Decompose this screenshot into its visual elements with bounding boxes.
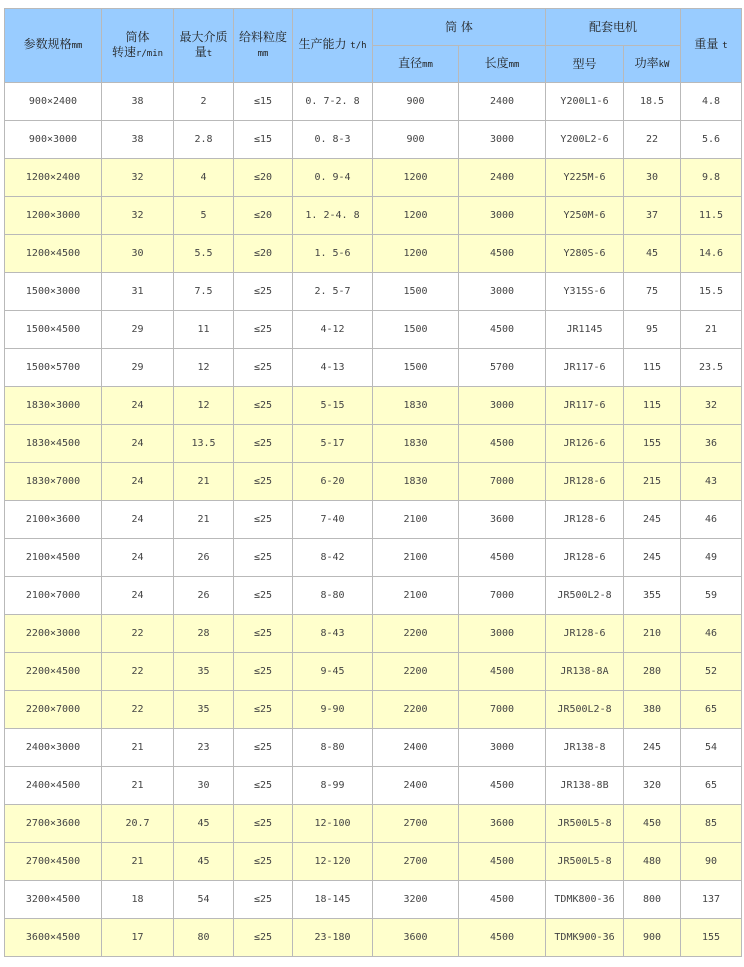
cell-length: 5700 (459, 349, 546, 387)
cell-model: Y315S-6 (546, 273, 624, 311)
table-row (5, 425, 742, 463)
cell-length: 3000 (459, 729, 546, 767)
cell-power: 30 (624, 159, 681, 197)
cell-load: 2.8 (174, 121, 234, 159)
cell-capacity: 8-99 (293, 767, 373, 805)
cell-length: 2400 (459, 159, 546, 197)
cell-feed: ≤25 (234, 729, 293, 767)
cell-diameter: 2200 (373, 615, 459, 653)
cell-length: 7000 (459, 691, 546, 729)
cell-capacity: 12-100 (293, 805, 373, 843)
cell-speed: 24 (102, 387, 174, 425)
cell-speed: 21 (102, 843, 174, 881)
cell-diameter: 2100 (373, 577, 459, 615)
cell-load: 5 (174, 197, 234, 235)
cell-capacity: 8-43 (293, 615, 373, 653)
cell-weight: 90 (681, 843, 742, 881)
cell-spec: 1200×2400 (5, 159, 102, 197)
cell-load: 26 (174, 539, 234, 577)
cell-feed: ≤25 (234, 501, 293, 539)
cell-weight: 5.6 (681, 121, 742, 159)
cell-weight: 32 (681, 387, 742, 425)
cell-load: 7.5 (174, 273, 234, 311)
cell-power: 900 (624, 919, 681, 957)
cell-capacity: 23-180 (293, 919, 373, 957)
cell-load: 26 (174, 577, 234, 615)
cell-weight: 59 (681, 577, 742, 615)
header-feed-unit: mm (257, 48, 269, 59)
cell-load: 28 (174, 615, 234, 653)
cell-load: 4 (174, 159, 234, 197)
cell-spec: 1830×3000 (5, 387, 102, 425)
cell-length: 3600 (459, 501, 546, 539)
header-load (174, 9, 234, 83)
cell-diameter: 1500 (373, 311, 459, 349)
cell-model: JR117-6 (546, 387, 624, 425)
header-weight-unit: t (722, 41, 728, 51)
cell-weight: 54 (681, 729, 742, 767)
table-row (5, 881, 742, 919)
cell-capacity: 1. 5-6 (293, 235, 373, 273)
cell-power: 245 (624, 501, 681, 539)
cell-weight: 43 (681, 463, 742, 501)
cell-feed: ≤25 (234, 349, 293, 387)
header-speed-unit: r/min (135, 48, 164, 59)
cell-model: JR1145 (546, 311, 624, 349)
header-weight (681, 9, 742, 83)
cell-diameter: 1500 (373, 349, 459, 387)
cell-weight: 65 (681, 691, 742, 729)
cell-model: JR500L2-8 (546, 691, 624, 729)
cell-diameter: 2100 (373, 539, 459, 577)
cell-length: 4500 (459, 843, 546, 881)
cell-spec: 2100×3600 (5, 501, 102, 539)
cell-length: 4500 (459, 425, 546, 463)
table-row (5, 577, 742, 615)
table-row (5, 311, 742, 349)
cell-length: 4500 (459, 653, 546, 691)
cell-spec: 3200×4500 (5, 881, 102, 919)
cell-power: 115 (624, 349, 681, 387)
cell-diameter: 2700 (373, 843, 459, 881)
cell-feed: ≤25 (234, 691, 293, 729)
cell-spec: 1500×4500 (5, 311, 102, 349)
cell-power: 800 (624, 881, 681, 919)
cell-power: 210 (624, 615, 681, 653)
cell-speed: 22 (102, 691, 174, 729)
header-feed (234, 9, 293, 83)
cell-spec: 900×2400 (5, 83, 102, 121)
cell-capacity: 12-120 (293, 843, 373, 881)
cell-length: 4500 (459, 235, 546, 273)
cell-spec: 2700×3600 (5, 805, 102, 843)
cell-spec: 2100×4500 (5, 539, 102, 577)
cell-capacity: 8-80 (293, 729, 373, 767)
cell-speed: 24 (102, 501, 174, 539)
cell-feed: ≤25 (234, 653, 293, 691)
cell-feed: ≤25 (234, 273, 293, 311)
cell-speed: 38 (102, 83, 174, 121)
header-power-label: 功率 (634, 55, 659, 70)
cell-load: 2 (174, 83, 234, 121)
table-row (5, 273, 742, 311)
cell-speed: 38 (102, 121, 174, 159)
table-row (5, 653, 742, 691)
header-model: 型号 (546, 46, 624, 83)
cell-diameter: 2400 (373, 767, 459, 805)
cell-spec: 1200×4500 (5, 235, 102, 273)
cell-length: 3000 (459, 387, 546, 425)
cell-length: 4500 (459, 539, 546, 577)
cell-load: 45 (174, 843, 234, 881)
cell-load: 54 (174, 881, 234, 919)
cell-spec: 2400×3000 (5, 729, 102, 767)
cell-capacity: 4-12 (293, 311, 373, 349)
cell-feed: ≤25 (234, 767, 293, 805)
cell-power: 280 (624, 653, 681, 691)
cell-model: JR128-6 (546, 615, 624, 653)
cell-length: 3600 (459, 805, 546, 843)
cell-speed: 24 (102, 577, 174, 615)
table-row (5, 463, 742, 501)
cell-spec: 2200×4500 (5, 653, 102, 691)
cell-load: 23 (174, 729, 234, 767)
header-diameter-label: 直径 (398, 55, 423, 70)
table-row (5, 843, 742, 881)
cell-speed: 17 (102, 919, 174, 957)
cell-diameter: 1200 (373, 235, 459, 273)
cell-load: 21 (174, 463, 234, 501)
table-row (5, 615, 742, 653)
header-load-line1: 最大介质 (179, 29, 228, 44)
cell-speed: 29 (102, 349, 174, 387)
cell-load: 30 (174, 767, 234, 805)
table-row (5, 387, 742, 425)
cell-length: 7000 (459, 463, 546, 501)
cell-spec: 1500×5700 (5, 349, 102, 387)
cell-diameter: 2400 (373, 729, 459, 767)
header-power-unit: kW (658, 59, 670, 70)
cell-weight: 85 (681, 805, 742, 843)
cell-spec: 1500×3000 (5, 273, 102, 311)
cell-speed: 21 (102, 767, 174, 805)
cell-power: 380 (624, 691, 681, 729)
table-body (5, 83, 742, 957)
table-row (5, 729, 742, 767)
cell-spec: 2200×7000 (5, 691, 102, 729)
header-motor-group: 配套电机 (546, 9, 681, 46)
cell-model: Y225M-6 (546, 159, 624, 197)
header-feed-line1: 给料粒度 (238, 29, 287, 44)
cell-feed: ≤25 (234, 463, 293, 501)
cell-capacity: 0. 7-2. 8 (293, 83, 373, 121)
cell-model: JR138-8 (546, 729, 624, 767)
header-cylinder-group: 筒 体 (373, 9, 546, 46)
cell-model: JR500L5-8 (546, 843, 624, 881)
cell-feed: ≤25 (234, 881, 293, 919)
cell-capacity: 5-15 (293, 387, 373, 425)
cell-capacity: 0. 9-4 (293, 159, 373, 197)
table-row (5, 349, 742, 387)
cell-feed: ≤25 (234, 805, 293, 843)
cell-diameter: 2100 (373, 501, 459, 539)
cell-feed: ≤25 (234, 577, 293, 615)
cell-model: Y280S-6 (546, 235, 624, 273)
header-speed (102, 9, 174, 83)
cell-model: JR500L2-8 (546, 577, 624, 615)
cell-speed: 24 (102, 425, 174, 463)
cell-load: 5.5 (174, 235, 234, 273)
cell-power: 18.5 (624, 83, 681, 121)
cell-model: JR128-6 (546, 539, 624, 577)
cell-speed: 29 (102, 311, 174, 349)
header-capacity-label: 生产能力 (298, 37, 347, 51)
cell-length: 3000 (459, 273, 546, 311)
cell-power: 320 (624, 767, 681, 805)
header-spec-label: 参数规格 (23, 37, 72, 51)
header-capacity-unit: t/h (350, 41, 367, 51)
cell-capacity: 18-145 (293, 881, 373, 919)
table-row (5, 767, 742, 805)
cell-speed: 24 (102, 539, 174, 577)
cell-length: 3000 (459, 121, 546, 159)
cell-model: JR128-6 (546, 463, 624, 501)
cell-model: JR117-6 (546, 349, 624, 387)
cell-weight: 137 (681, 881, 742, 919)
cell-length: 4500 (459, 919, 546, 957)
cell-model: JR500L5-8 (546, 805, 624, 843)
cell-speed: 22 (102, 615, 174, 653)
ball-mill-spec-table (4, 8, 742, 957)
cell-feed: ≤25 (234, 919, 293, 957)
cell-diameter: 2200 (373, 691, 459, 729)
cell-feed: ≤25 (234, 311, 293, 349)
cell-speed: 24 (102, 463, 174, 501)
cell-power: 22 (624, 121, 681, 159)
header-speed-line2: 转速 (111, 44, 136, 59)
cell-feed: ≤15 (234, 121, 293, 159)
cell-spec: 2100×7000 (5, 577, 102, 615)
cell-length: 4500 (459, 881, 546, 919)
cell-capacity: 5-17 (293, 425, 373, 463)
cell-load: 35 (174, 691, 234, 729)
cell-diameter: 1830 (373, 463, 459, 501)
table-row (5, 197, 742, 235)
cell-weight: 52 (681, 653, 742, 691)
cell-power: 450 (624, 805, 681, 843)
header-length-label: 长度 (484, 55, 509, 70)
cell-speed: 32 (102, 197, 174, 235)
cell-model: TDMK800-36 (546, 881, 624, 919)
cell-load: 12 (174, 349, 234, 387)
table-row (5, 919, 742, 957)
cell-weight: 21 (681, 311, 742, 349)
cell-spec: 2400×4500 (5, 767, 102, 805)
cell-model: Y200L1-6 (546, 83, 624, 121)
cell-model: JR126-6 (546, 425, 624, 463)
cell-weight: 155 (681, 919, 742, 957)
table-row (5, 501, 742, 539)
cell-power: 45 (624, 235, 681, 273)
cell-model: JR138-8A (546, 653, 624, 691)
table-row (5, 235, 742, 273)
header-weight-label: 重量 (694, 37, 719, 51)
header-speed-line1: 筒体 (125, 29, 150, 44)
cell-feed: ≤25 (234, 539, 293, 577)
cell-diameter: 1830 (373, 425, 459, 463)
cell-power: 37 (624, 197, 681, 235)
cell-weight: 36 (681, 425, 742, 463)
header-spec-unit: mm (71, 41, 83, 51)
cell-power: 95 (624, 311, 681, 349)
cell-spec: 2200×3000 (5, 615, 102, 653)
cell-length: 2400 (459, 83, 546, 121)
cell-speed: 21 (102, 729, 174, 767)
cell-diameter: 900 (373, 121, 459, 159)
cell-power: 155 (624, 425, 681, 463)
cell-weight: 9.8 (681, 159, 742, 197)
cell-diameter: 2200 (373, 653, 459, 691)
table-row (5, 121, 742, 159)
cell-power: 75 (624, 273, 681, 311)
cell-diameter: 2700 (373, 805, 459, 843)
cell-weight: 49 (681, 539, 742, 577)
cell-model: JR128-6 (546, 501, 624, 539)
cell-capacity: 2. 5-7 (293, 273, 373, 311)
cell-diameter: 1200 (373, 197, 459, 235)
cell-feed: ≤15 (234, 83, 293, 121)
cell-capacity: 9-90 (293, 691, 373, 729)
cell-capacity: 9-45 (293, 653, 373, 691)
cell-load: 13.5 (174, 425, 234, 463)
header-capacity (293, 9, 373, 83)
cell-load: 11 (174, 311, 234, 349)
cell-model: TDMK900-36 (546, 919, 624, 957)
cell-power: 355 (624, 577, 681, 615)
cell-capacity: 8-80 (293, 577, 373, 615)
cell-weight: 4.8 (681, 83, 742, 121)
cell-speed: 30 (102, 235, 174, 273)
cell-model: Y250M-6 (546, 197, 624, 235)
cell-model: JR138-8B (546, 767, 624, 805)
cell-length: 4500 (459, 767, 546, 805)
cell-length: 4500 (459, 311, 546, 349)
cell-power: 245 (624, 729, 681, 767)
cell-spec: 1830×4500 (5, 425, 102, 463)
cell-diameter: 3600 (373, 919, 459, 957)
cell-capacity: 6-20 (293, 463, 373, 501)
cell-weight: 14.6 (681, 235, 742, 273)
cell-power: 480 (624, 843, 681, 881)
cell-feed: ≤25 (234, 387, 293, 425)
cell-diameter: 1200 (373, 159, 459, 197)
cell-capacity: 0. 8-3 (293, 121, 373, 159)
cell-length: 7000 (459, 577, 546, 615)
table-row (5, 539, 742, 577)
header-diameter (373, 46, 459, 83)
table-row (5, 691, 742, 729)
cell-power: 215 (624, 463, 681, 501)
cell-weight: 46 (681, 501, 742, 539)
header-diameter-unit: mm (422, 59, 433, 70)
cell-weight: 23.5 (681, 349, 742, 387)
cell-speed: 18 (102, 881, 174, 919)
cell-diameter: 1830 (373, 387, 459, 425)
cell-spec: 1200×3000 (5, 197, 102, 235)
cell-weight: 46 (681, 615, 742, 653)
table-row (5, 805, 742, 843)
cell-length: 3000 (459, 197, 546, 235)
cell-spec: 900×3000 (5, 121, 102, 159)
cell-length: 3000 (459, 615, 546, 653)
cell-spec: 2700×4500 (5, 843, 102, 881)
cell-speed: 32 (102, 159, 174, 197)
cell-spec: 3600×4500 (5, 919, 102, 957)
table-header (5, 9, 742, 83)
cell-capacity: 7-40 (293, 501, 373, 539)
cell-weight: 11.5 (681, 197, 742, 235)
cell-power: 115 (624, 387, 681, 425)
cell-weight: 15.5 (681, 273, 742, 311)
header-spec (5, 9, 102, 83)
cell-load: 80 (174, 919, 234, 957)
header-length-unit: mm (508, 59, 520, 70)
cell-model: Y200L2-6 (546, 121, 624, 159)
header-load-unit: t (206, 48, 213, 59)
cell-capacity: 4-13 (293, 349, 373, 387)
cell-spec: 1830×7000 (5, 463, 102, 501)
cell-feed: ≤25 (234, 425, 293, 463)
cell-speed: 31 (102, 273, 174, 311)
cell-speed: 22 (102, 653, 174, 691)
table-row (5, 83, 742, 121)
cell-feed: ≤25 (234, 615, 293, 653)
cell-diameter: 1500 (373, 273, 459, 311)
cell-load: 35 (174, 653, 234, 691)
cell-speed: 20.7 (102, 805, 174, 843)
cell-load: 21 (174, 501, 234, 539)
cell-feed: ≤25 (234, 843, 293, 881)
cell-capacity: 8-42 (293, 539, 373, 577)
cell-weight: 65 (681, 767, 742, 805)
cell-diameter: 3200 (373, 881, 459, 919)
cell-capacity: 1. 2-4. 8 (293, 197, 373, 235)
header-load-line2: 量 (194, 44, 207, 59)
cell-feed: ≤20 (234, 235, 293, 273)
cell-diameter: 900 (373, 83, 459, 121)
cell-feed: ≤20 (234, 159, 293, 197)
cell-power: 245 (624, 539, 681, 577)
cell-feed: ≤20 (234, 197, 293, 235)
header-length (459, 46, 546, 83)
header-power (624, 46, 681, 83)
cell-load: 12 (174, 387, 234, 425)
cell-load: 45 (174, 805, 234, 843)
table-row (5, 159, 742, 197)
